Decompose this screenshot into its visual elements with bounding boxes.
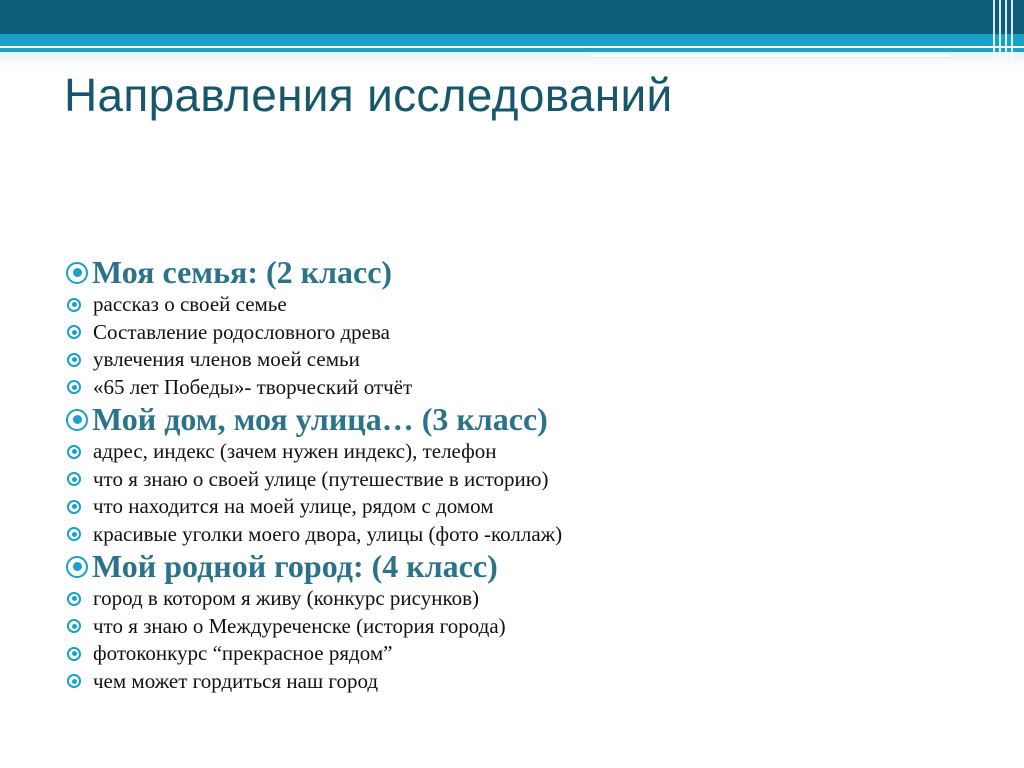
list-item (66, 319, 966, 347)
top-banner (0, 0, 1024, 34)
slide-title: Направления исследований (64, 69, 673, 121)
circle-dot-icon (67, 619, 81, 633)
list-item (66, 668, 966, 696)
circle-dot-icon (67, 325, 81, 339)
circle-dot-icon (67, 592, 81, 606)
section-heading (66, 401, 966, 438)
list-item-text: чем может гордиться наш город (93, 668, 379, 693)
list-item-text: увлечения членов моей семьи (93, 347, 360, 372)
list-item (66, 640, 966, 668)
banner-tick (1011, 0, 1013, 58)
list-item-text: что я знаю о своей улице (путешествие в историю) (93, 466, 549, 491)
list-item (66, 346, 966, 374)
banner-tick (993, 0, 995, 58)
banner-tick (1005, 0, 1007, 58)
list-item-text: адрес, индекс (зачем нужен индекс), телефон (93, 439, 497, 464)
list-item (66, 613, 966, 641)
bullet-list (66, 254, 966, 695)
section-heading (66, 254, 966, 291)
list-item-text: что я знаю о Междуреченске (история города) (93, 613, 506, 638)
circle-dot-icon (67, 472, 81, 486)
section-heading-text: Мой дом, моя улица… (3 класс) (92, 401, 548, 437)
list-item (66, 466, 966, 494)
section-heading (66, 548, 966, 585)
list-item-text: «65 лет Победы»- творческий отчёт (93, 374, 413, 399)
list-item-text: что находится на моей улице, рядом с домом (93, 494, 494, 519)
list-item (66, 585, 966, 613)
circle-dot-icon (67, 500, 81, 514)
circle-dot-icon (67, 380, 81, 394)
circle-dot-icon (67, 647, 81, 661)
list-item-text: город в котором я живу (конкурс рисунков) (93, 586, 479, 611)
circle-dot-icon (66, 409, 88, 431)
list-item (66, 374, 966, 402)
list-item-text: фотоконкурс “прекрасное рядом” (93, 641, 393, 666)
section-heading-text: Моя семья: (2 класс) (92, 254, 393, 290)
list-item-text: Составление родословного древа (93, 319, 390, 344)
circle-dot-icon (67, 445, 81, 459)
list-item-text: рассказ о своей семье (93, 292, 287, 317)
list-item (66, 291, 966, 319)
circle-dot-icon (66, 556, 88, 578)
circle-dot-icon (67, 298, 81, 312)
list-item-text: красивые уголки моего двора, улицы (фото -коллаж) (93, 521, 563, 546)
circle-dot-icon (67, 527, 81, 541)
list-item (66, 493, 966, 521)
circle-dot-icon (66, 262, 88, 284)
banner-tick (999, 0, 1001, 58)
section-heading-text: Мой родной город: (4 класс) (92, 548, 498, 584)
circle-dot-icon (67, 674, 81, 688)
list-item (66, 438, 966, 466)
banner-highlight-line (590, 54, 950, 57)
list-item (66, 521, 966, 549)
circle-dot-icon (67, 353, 81, 367)
